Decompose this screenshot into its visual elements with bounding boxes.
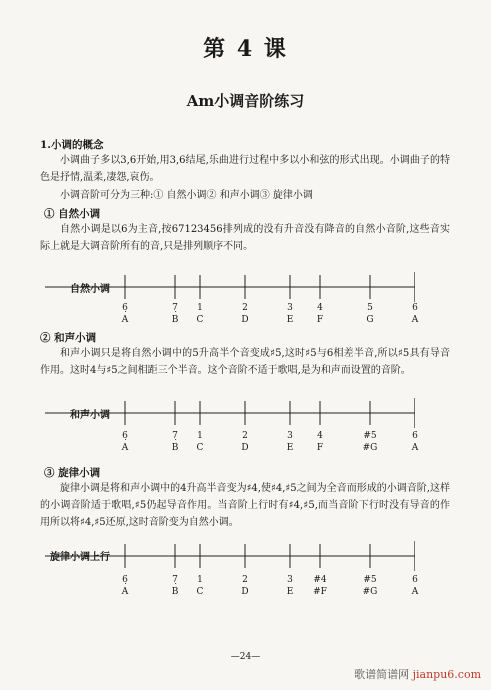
scale-note	[115, 430, 135, 454]
scale-degree: 4	[317, 431, 323, 441]
scale-degree: 3	[287, 431, 293, 441]
natural-minor-label: 自然小调	[70, 284, 110, 295]
note-name: C	[196, 443, 204, 453]
scale-note	[115, 302, 135, 326]
natural-minor-notes	[45, 302, 419, 328]
scale-note	[405, 302, 425, 326]
melodic-minor-staff	[45, 541, 415, 571]
scale-degree: 6	[412, 303, 418, 313]
minor-types-paragraph: 小调音阶可分为三种:① 自然小调② 和声小调③ 旋律小调	[60, 190, 313, 201]
natural-minor-description: 自然小调是以6为主音,按67123456排列成的没有升音没有降音的自然小音阶,这些音实际上就是大调音阶所有的音,只是排列顺序不同。	[40, 224, 450, 252]
note-name: B	[171, 443, 179, 453]
watermark-url: jianpu6.com	[412, 668, 481, 681]
note-name: F	[316, 315, 324, 325]
scale-degree: #4	[313, 575, 327, 585]
scale-degree: 5	[367, 303, 373, 313]
note-name: A	[411, 315, 419, 325]
scale-note	[405, 430, 425, 454]
scale-note	[190, 430, 210, 454]
section-minor-concept-heading: 1.小调的概念	[40, 139, 104, 151]
scale-note	[165, 302, 185, 326]
note-name: #G	[362, 587, 378, 597]
harmonic-minor-label: 和声小调	[70, 410, 110, 421]
note-name: E	[286, 587, 294, 597]
scale-degree: 1	[197, 431, 203, 441]
note-name: F	[316, 443, 324, 453]
scale-note	[235, 302, 255, 326]
scale-note	[235, 430, 255, 454]
scale-note	[115, 574, 135, 598]
note-name: E	[286, 443, 294, 453]
scale-degree: 4	[317, 303, 323, 313]
note-name: A	[121, 443, 129, 453]
note-name: B	[171, 315, 179, 325]
harmonic-staff-lines	[45, 398, 415, 428]
melodic-minor-label: 旋律小调上行	[50, 552, 110, 563]
scale-degree: 1	[197, 575, 203, 585]
note-name: G	[366, 315, 374, 325]
scale-degree: 3	[287, 303, 293, 313]
note-name: D	[241, 315, 249, 325]
scale-degree: 1	[197, 303, 203, 313]
natural-staff-lines	[45, 272, 415, 302]
scale-degree: 2	[242, 303, 248, 313]
note-name: B	[171, 587, 179, 597]
scale-note	[280, 302, 300, 326]
note-name: A	[411, 443, 419, 453]
harmonic-minor-description: 和声小调只是将自然小调中的5升高半个音变成♯5,这时♯5与6相差半音,所以♯5具有导音作用。这时4与♯5之间相距三个半音。这个音阶不适于歌唱,是为和声而设置的音阶。	[40, 348, 450, 376]
scale-note	[360, 302, 380, 326]
harmonic-minor-heading: ② 和声小调	[40, 332, 97, 344]
scale-degree: 6	[412, 431, 418, 441]
minor-concept-paragraph: 小调曲子多以3,6开始,用3,6结尾,乐曲进行过程中多以小和弦的形式出现。小调曲子的特色是抒情,温柔,凄怨,哀伤。	[40, 155, 450, 183]
note-name: #F	[313, 587, 327, 597]
melodic-minor-heading: ③ 旋律小调	[44, 467, 101, 479]
scale-degree: #5	[363, 575, 377, 585]
lesson-title: 第 4 课	[203, 36, 288, 62]
scale-degree: 6̣	[122, 431, 128, 441]
scale-degree: 6̣	[122, 575, 128, 585]
scale-degree: 7̣	[172, 431, 178, 441]
natural-minor-staff	[45, 272, 415, 302]
note-name: #G	[362, 443, 378, 453]
note-name: C	[196, 587, 204, 597]
scale-note	[310, 302, 330, 326]
scale-degree: 2	[242, 431, 248, 441]
watermark-text: 歌谱简谱网	[354, 668, 410, 681]
harmonic-minor-notes	[45, 430, 419, 456]
page-number: —24—	[230, 652, 261, 662]
note-name: A	[411, 587, 419, 597]
scale-note	[280, 430, 300, 454]
melodic-minor-description: 旋律小调是将和声小调中的4升高半音变为♯4,使♯4,♯5之间为全音而形成的小调音阶,这样的小调音阶适于歌唱,♯5仍起导音作用。当音阶上行时有♯4,♯5,而当音阶下行时没有导音的作用所以将♯4,♯5还原,这时音阶变为自然小调。	[40, 483, 450, 528]
note-name: D	[241, 443, 249, 453]
scale-degree: 7̣	[172, 575, 178, 585]
note-name: E	[286, 315, 294, 325]
site-watermark	[354, 666, 481, 682]
scale-note	[190, 302, 210, 326]
note-name: D	[241, 587, 249, 597]
scale-note	[310, 430, 330, 454]
scale-degree: 7̣	[172, 303, 178, 313]
scale-note	[190, 574, 210, 598]
scale-degree: 2	[242, 575, 248, 585]
note-name: A	[121, 315, 129, 325]
note-name: A	[121, 587, 129, 597]
note-name: C	[196, 315, 204, 325]
lesson-subtitle: Am小调音阶练习	[186, 92, 305, 110]
natural-minor-heading: ① 自然小调	[44, 208, 101, 220]
scale-degree: #5	[363, 431, 377, 441]
melodic-minor-notes	[45, 574, 419, 600]
scale-degree: 6̣	[122, 303, 128, 313]
scale-note	[165, 574, 185, 598]
scale-note	[405, 574, 425, 598]
scale-note	[235, 574, 255, 598]
scale-note	[165, 430, 185, 454]
scale-note	[360, 574, 380, 598]
scale-degree: 3	[287, 575, 293, 585]
scale-note	[310, 574, 330, 598]
scale-note	[360, 430, 380, 454]
harmonic-minor-staff	[45, 398, 415, 428]
scale-degree: 6	[412, 575, 418, 585]
scale-note	[280, 574, 300, 598]
melodic-staff-lines	[45, 541, 415, 571]
